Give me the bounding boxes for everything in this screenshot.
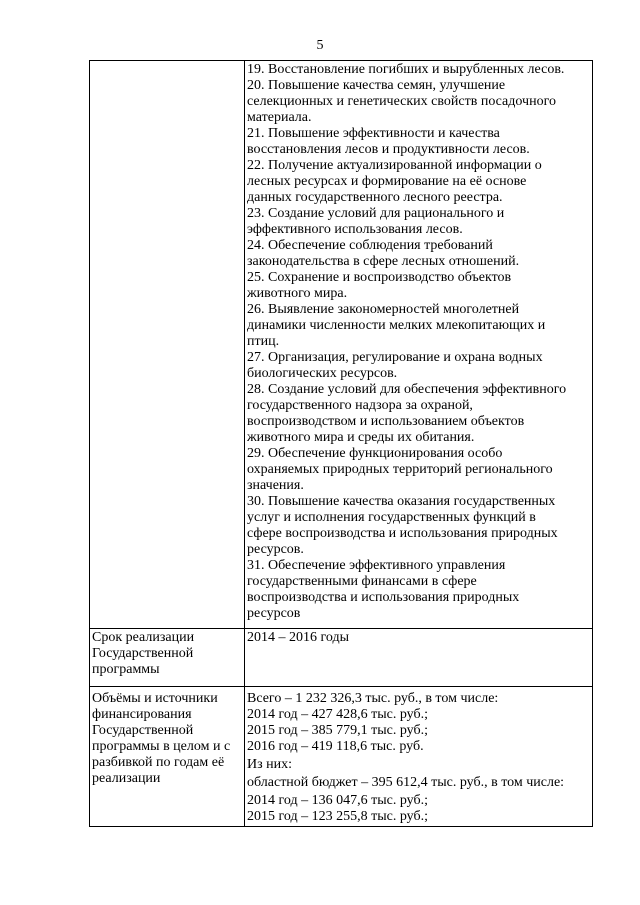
financing-label-cell bbox=[90, 687, 245, 827]
goal-line: эффективного использования лесов. bbox=[247, 222, 463, 237]
goal-line: 26. Выявление закономерностей многолетней bbox=[247, 302, 520, 317]
goal-line: охраняемых природных территорий регионального bbox=[247, 462, 553, 477]
goal-line: 24. Обеспечение соблюдения требований bbox=[247, 238, 493, 253]
financing-value-line: Всего – 1 232 326,3 тыс. руб., в том числе: bbox=[247, 691, 499, 706]
goal-line: 28. Создание условий для обеспечения эффективного bbox=[247, 382, 567, 397]
goal-line: биологических ресурсов. bbox=[247, 366, 398, 381]
goal-line: государственными финансами в сфере bbox=[247, 574, 477, 589]
goal-line: 31. Обеспечение эффективного управления bbox=[247, 558, 506, 573]
financing-label-line: программы в целом и с bbox=[92, 739, 231, 754]
goal-line: животного мира и среды их обитания. bbox=[247, 430, 475, 445]
financing-value-line: Из них: bbox=[247, 757, 293, 772]
financing-label-line: реализации bbox=[92, 771, 161, 786]
term-value-cell bbox=[245, 629, 593, 687]
goal-line: государственного надзора за охраной, bbox=[247, 398, 473, 413]
financing-value-line: 2015 год – 385 779,1 тыс. руб.; bbox=[247, 723, 428, 738]
financing-value-line: областной бюджет – 395 612,4 тыс. руб., в том числе: bbox=[247, 775, 565, 790]
goal-line: ресурсов. bbox=[247, 542, 304, 557]
goal-line: 22. Получение актуализированной информации о bbox=[247, 158, 542, 173]
goal-line: 23. Создание условий для рационального и bbox=[247, 206, 505, 221]
goal-line: воспроизводства и использования природных bbox=[247, 590, 520, 605]
goal-line: сфере воспроизводства и использования природных bbox=[247, 526, 558, 541]
financing-label-line: Государственной bbox=[92, 723, 194, 738]
term-label-line: Государственной bbox=[92, 646, 194, 661]
goal-line: 29. Обеспечение функционирования особо bbox=[247, 446, 503, 461]
goal-line: 30. Повышение качества оказания государственных bbox=[247, 494, 556, 509]
goals-value-cell bbox=[245, 61, 593, 629]
goal-line: значения. bbox=[247, 478, 304, 493]
goal-line: лесных ресурсах и формирование на её основе bbox=[247, 174, 527, 189]
financing-value-line: 2014 год – 427 428,6 тыс. руб.; bbox=[247, 707, 428, 722]
goal-line: 19. Восстановление погибших и вырубленных лесов. bbox=[247, 62, 565, 77]
page-number: 5 bbox=[316, 38, 324, 53]
financing-label-line: финансирования bbox=[92, 707, 192, 722]
term-label-line: программы bbox=[92, 662, 160, 677]
term-row bbox=[90, 629, 593, 687]
goal-line: материала. bbox=[247, 110, 312, 125]
program-passport-table bbox=[89, 60, 593, 827]
goal-line: животного мира. bbox=[247, 286, 348, 301]
goal-line: восстановления лесов и продуктивности лесов. bbox=[247, 142, 530, 157]
goal-line: 21. Повышение эффективности и качества bbox=[247, 126, 500, 141]
goal-line: селекционных и генетических свойств посадочного bbox=[247, 94, 556, 109]
financing-label-line: Объёмы и источники bbox=[92, 691, 218, 706]
goal-line: птиц. bbox=[247, 334, 280, 349]
term-label-cell bbox=[90, 629, 245, 687]
goal-line: воспроизводством и использованием объектов bbox=[247, 414, 525, 429]
goal-line: 20. Повышение качества семян, улучшение bbox=[247, 78, 506, 93]
financing-value-line: 2016 год – 419 118,6 тыс. руб. bbox=[247, 739, 424, 754]
goals-row bbox=[90, 61, 593, 629]
term-label-line: Срок реализации bbox=[92, 630, 195, 645]
financing-value-line: 2014 год – 136 047,6 тыс. руб.; bbox=[247, 793, 428, 808]
goals-label-cell bbox=[90, 61, 245, 629]
goal-line: 27. Организация, регулирование и охрана водных bbox=[247, 350, 543, 365]
goal-line: динамики численности мелких млекопитающих и bbox=[247, 318, 546, 333]
goal-line: услуг и исполнения государственных функций в bbox=[247, 510, 536, 525]
term-value: 2014 – 2016 годы bbox=[247, 630, 350, 645]
financing-row bbox=[90, 687, 593, 827]
goal-line: данных государственного лесного реестра. bbox=[247, 190, 503, 205]
financing-value-line: 2015 год – 123 255,8 тыс. руб.; bbox=[247, 809, 428, 824]
financing-label-line: разбивкой по годам её bbox=[92, 755, 225, 770]
financing-value-cell bbox=[245, 687, 593, 827]
goal-line: 25. Сохранение и воспроизводство объектов bbox=[247, 270, 512, 285]
goal-line: законодательства в сфере лесных отношений. bbox=[247, 254, 520, 269]
goal-line: ресурсов bbox=[247, 606, 301, 621]
